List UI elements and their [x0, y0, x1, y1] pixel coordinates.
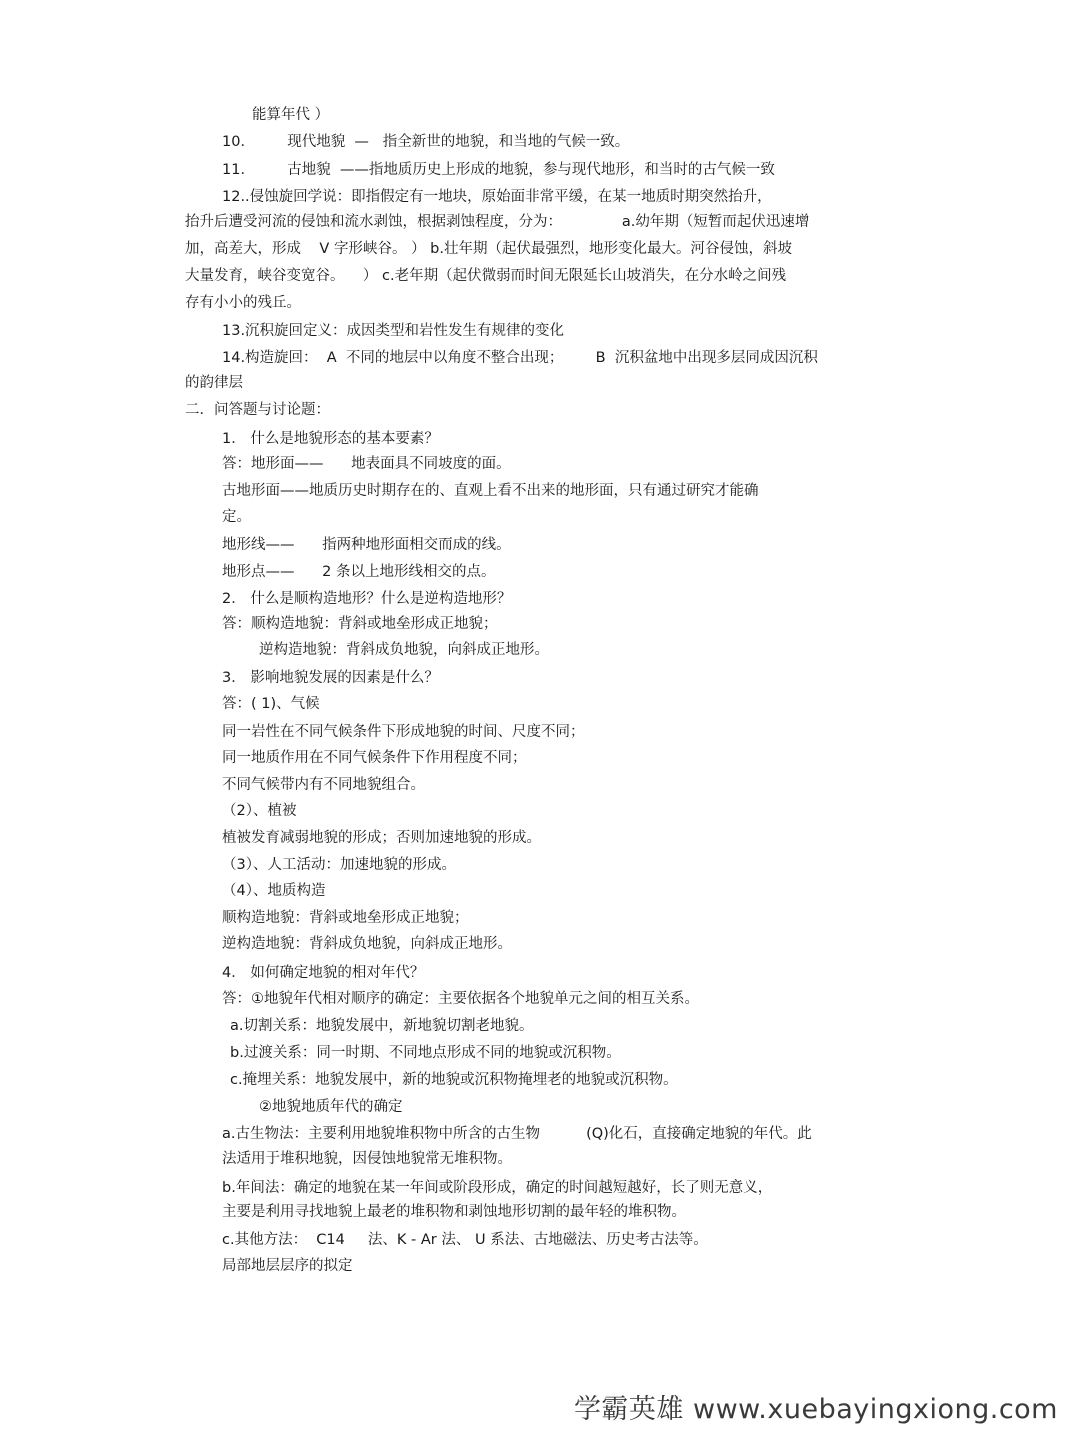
question-heading: 2． 什么是顺构造地形？什么是逆构造地形？ — [222, 591, 512, 607]
text-line: （2）、植被 — [222, 803, 297, 819]
text-line: 10． 现代地貌 — 指全新世的地貌，和当地的气候一致。 — [222, 134, 630, 150]
text-line: 逆构造地貌：背斜成负地貌，向斜成正地形。 — [259, 642, 549, 658]
text-line: a.切割关系：地貌发展中，新地貌切割老地貌。 — [230, 1018, 534, 1034]
text-line: 12..侵蚀旋回学说：即指假定有一地块，原始面非常平缓，在某一地质时期突然抬升， — [222, 189, 772, 205]
text-line: （4）、地质构造 — [222, 883, 326, 899]
text-line: 主要是利用寻找地貌上最老的堆积物和剥蚀地形切割的最年轻的堆积物。 — [222, 1204, 686, 1220]
text-line: 地形点—— 2 条以上地形线相交的点。 — [222, 564, 496, 580]
text-line: 答：地形面—— 地表面具不同坡度的面。 — [222, 456, 511, 472]
text-line: 能算年代 ） — [252, 107, 330, 123]
text-line: a.古生物法：主要利用地貌堆积物中所含的古生物 (Q)化石，直接确定地貌的年代。此 — [222, 1126, 812, 1142]
question-heading: 4． 如何确定地貌的相对年代？ — [222, 965, 425, 981]
text-line: 同一地质作用在不同气候条件下作用程度不同； — [222, 750, 527, 766]
text-line: ②地貌地质年代的确定 — [259, 1099, 403, 1115]
text-line: c.掩埋关系：地貌发展中，新的地貌或沉积物掩埋老的地貌或沉积物。 — [230, 1072, 678, 1088]
text-line: 大量发育，峡谷变宽谷。 ） c.老年期（起伏微弱而时间无限延长山坡消失，在分水岭之间残 — [185, 268, 787, 284]
text-line: 法适用于堆积地貌，因侵蚀地貌常无堆积物。 — [222, 1151, 512, 1167]
text-line: 答：顺构造地貌：背斜或地垒形成正地貌； — [222, 616, 498, 632]
text-line: 加，高差大，形成 V 字形峡谷。 ） b.壮年期（起伏最强烈，地形变化最大。河谷侵蚀，斜坡 — [185, 241, 792, 257]
text-line: 14.构造旋回： A 不同的地层中以角度不整合出现； B 沉积盆地中出现多层同成因沉积 — [222, 350, 818, 366]
text-line: 定。 — [222, 509, 251, 525]
text-line: 的韵律层 — [185, 375, 243, 391]
text-line: c.其他方法： C14 法、K - Ar 法、 U 系法、古地磁法、历史考古法等。 — [222, 1232, 708, 1248]
text-line: 同一岩性在不同气候条件下形成地貌的时间、尺度不同； — [222, 724, 585, 740]
text-line: 11． 古地貌 ——指地质历史上形成的地貌，参与现代地形，和当时的古气候一致 — [222, 162, 775, 178]
text-line: 不同气候带内有不同地貌组合。 — [222, 777, 425, 793]
text-line: 古地形面——地质历史时期存在的、直观上看不出来的地形面，只有通过研究才能确 — [222, 483, 759, 499]
text-line: 存有小小的残丘。 — [185, 295, 301, 311]
text-line: （3）、人工活动：加速地貌的形成。 — [222, 857, 456, 873]
text-line: b.年间法：确定的地貌在某一年间或阶段形成，确定的时间越短越好，长了则无意义， — [222, 1180, 773, 1196]
question-heading: 1． 什么是地貌形态的基本要素？ — [222, 431, 439, 447]
watermark: 学霸英雄 www.xuebayingxiong.com — [573, 1394, 1058, 1425]
question-heading: 3． 影响地貌发展的因素是什么？ — [222, 670, 439, 686]
text-line: 抬升后遭受河流的侵蚀和流水剥蚀，根据剥蚀程度，分为： a.幼年期（短暂而起伏迅速增 — [185, 214, 810, 230]
text-line: 13.沉积旋回定义：成因类型和岩性发生有规律的变化 — [222, 323, 565, 339]
text-line: 局部地层层序的拟定 — [222, 1258, 353, 1274]
text-line: b.过渡关系：同一时期、不同地点形成不同的地貌或沉积物。 — [230, 1045, 621, 1061]
text-line: 植被发育减弱地貌的形成；否则加速地貌的形成。 — [222, 830, 541, 846]
text-line: 顺构造地貌：背斜或地垒形成正地貌； — [222, 910, 469, 926]
text-line: 答：( 1)、气候 — [222, 696, 320, 712]
text-line: 逆构造地貌：背斜成负地貌，向斜成正地形。 — [222, 936, 512, 952]
text-line: 地形线—— 指两种地形面相交而成的线。 — [222, 537, 511, 553]
text-line: 答：①地貌年代相对顺序的确定：主要依据各个地貌单元之间的相互关系。 — [222, 991, 699, 1007]
section-heading: 二．问答题与讨论题： — [185, 402, 330, 418]
